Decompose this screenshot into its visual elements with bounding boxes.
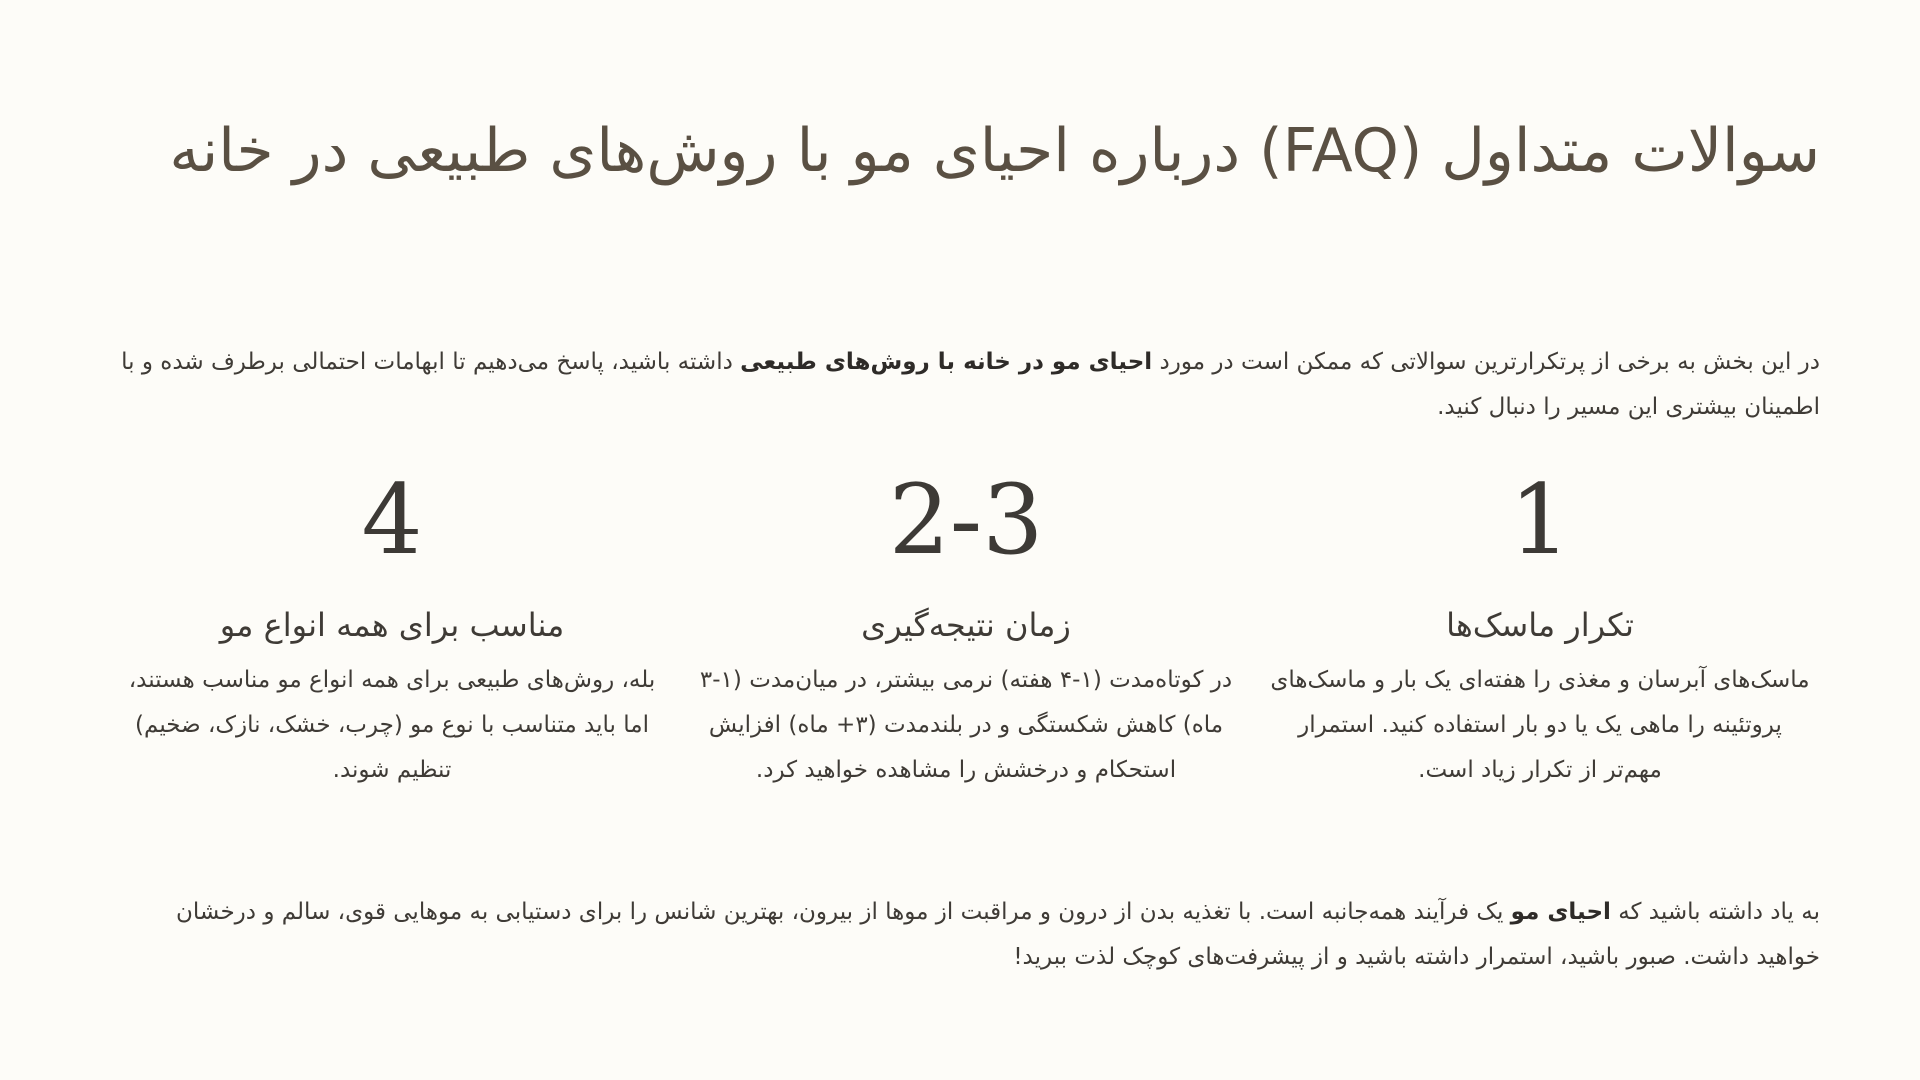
stat-description: بله، روش‌های طبیعی برای همه انواع مو مناسب هستند، اما باید متناسب با نوع مو (چرب، خشک، نازک، ضخیم) تنظیم شوند. — [128, 667, 656, 783]
outro-text: به یاد داشته باشید که — [1610, 899, 1820, 925]
intro-text: در این بخش به برخی از پرتکرارترین سوالاتی که ممکن است در مورد — [1152, 349, 1820, 375]
outro-bold-text: احیای مو — [1510, 899, 1611, 925]
stat-number: 4 — [361, 464, 423, 576]
stat-description: در کوتاه‌مدت (۱-۴ هفته) نرمی بیشتر، در میان‌مدت (۱-۳ ماه) کاهش شکستگی و در بلندمدت (۳+ ماه) افزایش استحکام و درخشش را مشاهده خواهید کرد. — [699, 667, 1233, 783]
intro-bold-text: احیای مو در خانه با روش‌های طبیعی — [740, 349, 1153, 375]
stat-card-result-time — [686, 460, 1246, 793]
stat-label: تکرار ماسک‌ها — [1446, 606, 1634, 644]
stat-card-mask-frequency — [1260, 460, 1820, 793]
stats-row — [112, 460, 1820, 793]
stat-label: زمان نتیجه‌گیری — [861, 606, 1071, 644]
stat-card-hair-types — [112, 460, 672, 793]
outro-paragraph — [112, 890, 1820, 980]
stat-number: 2-3 — [888, 464, 1044, 576]
stat-number: 1 — [1509, 464, 1571, 576]
stat-label: مناسب برای همه انواع مو — [219, 606, 565, 644]
outro-text-end: یک فرآیند همه‌جانبه است. با تغذیه بدن از درون و مراقبت از موها از بیرون، بهترین شانس را برای دستیابی به موهایی قوی، سالم و درخشان خواهید داشت. صبور باشید، استمرار داشته باشید و از پیشرفت‌های کوچک لذت ببرید! — [176, 899, 1820, 970]
page-title: سوالات متداول (FAQ) درباره احیای مو با روش‌های طبیعی در خانه — [169, 116, 1820, 186]
intro-paragraph — [112, 340, 1820, 430]
intro-text-end: داشته باشید، پاسخ می‌دهیم تا ابهامات احتمالی برطرف شده و با اطمینان بیشتری این مسیر را دنبال کنید. — [121, 349, 1820, 420]
stat-description: ماسک‌های آبرسان و مغذی را هفته‌ای یک بار و ماسک‌های پروتئینه را ماهی یک یا دو بار استفاده کنید. استمرار مهم‌تر از تکرار زیاد است. — [1270, 667, 1810, 783]
